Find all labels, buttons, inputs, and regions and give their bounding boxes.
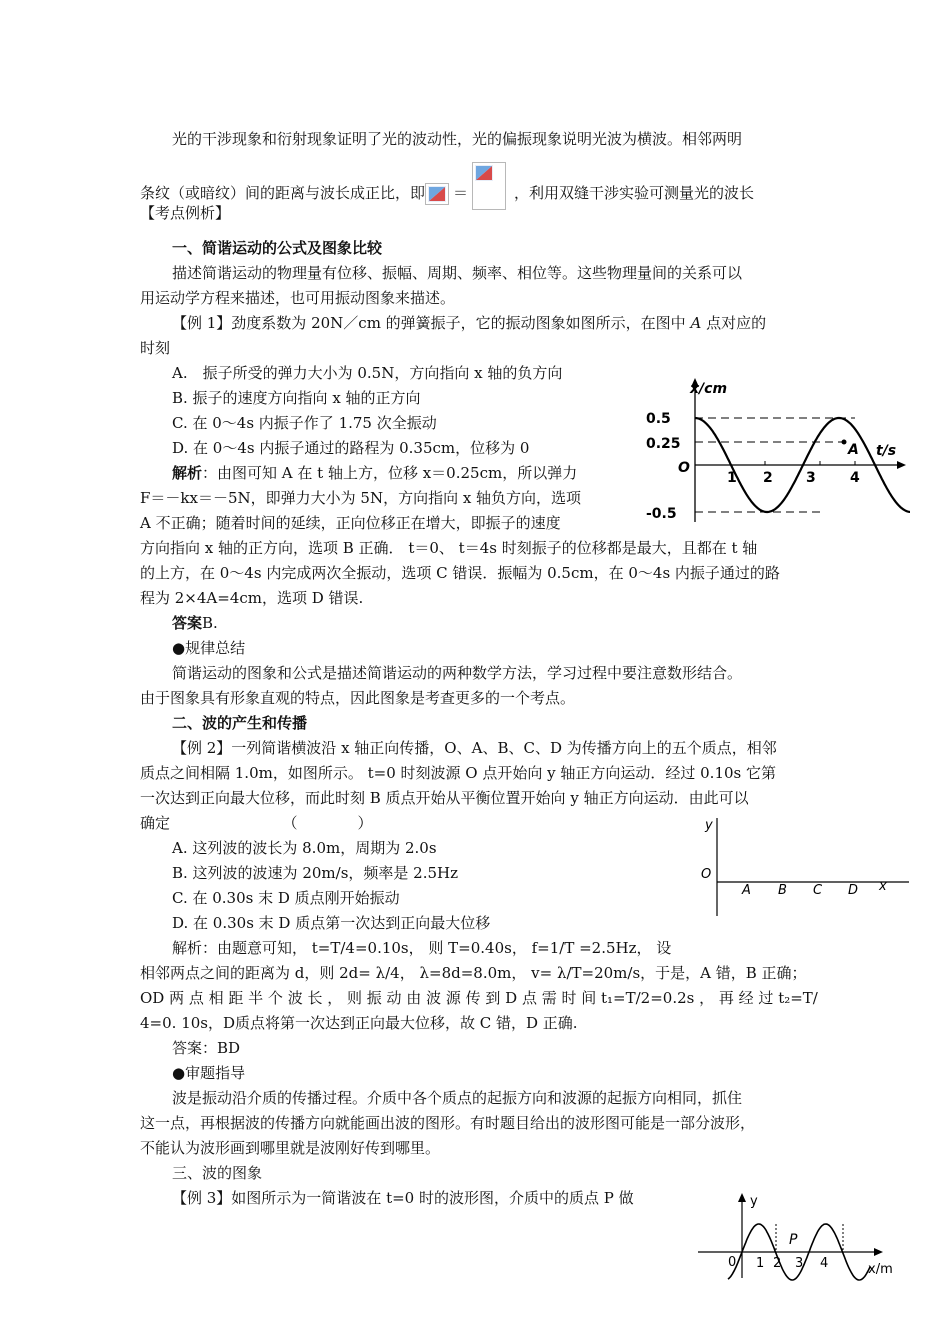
rule-summary-line-1: 简谐运动的图象和公式是描述简谐运动的两种数学方法，学习过程中要注意数形结合。 — [172, 664, 743, 682]
example2-line-1: 【例 2】一列简谐横波沿 x 轴正向传播，O、A、B、C、D 为传播方向上的五个质点，相邻 — [172, 739, 777, 757]
formula-image-icon — [472, 162, 506, 210]
example1-question-cont: 时刻 — [140, 339, 171, 357]
y-axis-label: y — [705, 818, 713, 833]
rule-summary-title: ●规律总结 — [172, 639, 246, 657]
y-axis-label: y — [750, 1194, 758, 1209]
example2-solution-2: 相邻两点之间的距离为 d，则 2d= λ/4， λ=8d=8.0m， v= λ/T=20m/s，于是，A 错，B 正确； — [140, 964, 807, 982]
x-tick-label: 3 — [795, 1256, 804, 1271]
intro-line-2-end: ，利用双缝干涉实验可测量光的波长 — [514, 184, 755, 202]
point-a-marker — [842, 440, 847, 445]
example1-answer: 答案B. — [172, 614, 218, 632]
x-tick-label: 1 — [756, 1256, 765, 1271]
section-heading: 【考点例析】 — [140, 204, 231, 222]
x-axis-label: x/m — [868, 1262, 893, 1277]
example2-option-d: D. 在 0.30s 末 D 质点第一次达到正向最大位移 — [172, 914, 491, 932]
example1-solution-4: 方向指向 x 轴的正方向，选项 B 正确． t＝0、 t＝4s 时刻振子的位移都是最大，且都在 t 轴 — [140, 539, 758, 557]
origin-label: O — [701, 867, 712, 882]
vibration-graph — [640, 372, 910, 532]
x-tick-label: 1 — [727, 470, 737, 486]
y-tick-label: 0.5 — [646, 411, 671, 427]
example1-solution-2: F＝－kx＝－5N，即弹力大小为 5N，方向指向 x 轴负方向，选项 — [140, 489, 582, 507]
example2-option-c: C. 在 0.30s 末 D 质点刚开始振动 — [172, 889, 400, 907]
x-tick-label: 2 — [773, 1256, 782, 1271]
point-label: A — [742, 883, 751, 898]
example1-option-d: D. 在 0～4s 内振子通过的路程为 0.35cm，位移为 0 — [172, 439, 530, 457]
guide-line-1: 波是振动沿介质的传播过程。介质中各个质点的起振方向和波源的起振方向相同，抓住 — [172, 1089, 743, 1107]
example2-option-a: A. 这列波的波长为 8.0m，周期为 2.0s — [172, 839, 437, 857]
wave-graph — [698, 1190, 910, 1282]
x-tick-label: 4 — [820, 1256, 829, 1271]
example2-option-b: B. 这列波的波速为 20m/s，频率是 2.5Hz — [172, 864, 458, 882]
example1-option-b: B. 振子的速度方向指向 x 轴的正方向 — [172, 389, 421, 407]
point-label: D — [848, 883, 859, 898]
example2-line-4: 确定 （ ） — [140, 814, 373, 832]
example1-solution-3: A 不正确；随着时间的延续，正向位移正在增大，即振子的速度 — [140, 514, 561, 532]
origin-label: 0 — [728, 1255, 737, 1270]
example1-solution-6: 程为 2×4A=4cm，选项 D 错误. — [140, 589, 364, 607]
part1-title: 一、简谐运动的公式及图象比较 — [172, 239, 383, 257]
x-axis-arrow — [874, 1248, 883, 1256]
part3-title: 三、波的图象 — [172, 1164, 263, 1182]
intro-line-1: 光的干涉现象和衍射现象证明了光的波动性，光的偏振现象说明光波为横波。相邻两明 — [172, 130, 743, 148]
example2-answer: 答案：BD — [172, 1039, 241, 1057]
example1-solution-1: 解析：由图可知 A 在 t 轴上方，位移 x＝0.25cm，所以弹力 — [172, 464, 578, 482]
guide-line-3: 不能认为波形画到哪里就是波刚好传到哪里。 — [140, 1139, 441, 1157]
example2-solution-4: 4=0. 10s，D质点将第一次达到正向最大位移，故 C 错，D 正确. — [140, 1014, 578, 1032]
x-axis-label: t/s — [876, 443, 897, 459]
intro-line-2-text: 条纹（或暗纹）间的距离与波长成正比，即 — [140, 184, 426, 202]
example2-line-2: 质点之间相隔 1.0m，如图所示。 t=0 时刻波源 O 点开始向 y 轴正方向运动．经过 0.10s 它第 — [140, 764, 777, 782]
example1-solution-5: 的上方，在 0～4s 内完成两次全振动，选项 C 错误．振幅为 0.5cm，在 0～4s 内振子通过的路 — [140, 564, 780, 582]
point-label: B — [778, 883, 787, 898]
example1-option-a: A. 振子所受的弹力大小为 0.5N，方向指向 x 轴的负方向 — [172, 364, 563, 382]
example2-solution-1: 解析：由题意可知， t=T/4=0.10s， 则 T=0.40s， f=1/T =2.5Hz， 设 — [172, 939, 672, 957]
guide-title: ●审题指导 — [172, 1064, 246, 1082]
y-tick-label: -0.5 — [646, 506, 677, 522]
part1-paragraph-1: 描述简谐运动的物理量有位移、振幅、周期、频率、相位等。这些物理量间的关系可以 — [172, 264, 743, 282]
example2-solution-3: OD 两 点 相 距 半 个 波 长 ， 则 振 动 由 波 源 传 到 D 点 需 时 间 t₁=T/2=0.2s ， 再 经 过 t₂=T/ — [140, 989, 818, 1007]
y-axis-label: x/cm — [690, 381, 728, 397]
intro-equals: ＝ — [453, 184, 469, 202]
y-tick-label: 0.25 — [646, 436, 681, 452]
origin-label: O — [678, 460, 690, 476]
part2-title: 二、波的产生和传播 — [172, 714, 308, 732]
x-tick-label: 2 — [763, 470, 773, 486]
point-label: C — [813, 883, 823, 898]
example1-question: 【例 1】劲度系数为 20N／cm 的弹簧振子，它的振动图象如图所示，在图中 A 点对应的 — [172, 314, 767, 332]
formula-image-icon — [425, 183, 449, 205]
point-a-label: A — [848, 442, 859, 458]
wave-points-diagram — [695, 812, 915, 924]
example1-option-c: C. 在 0～4s 内振子作了 1.75 次全振动 — [172, 414, 437, 432]
part1-paragraph-2: 用运动学方程来描述，也可用振动图象来描述。 — [140, 289, 456, 307]
x-axis-arrow — [897, 461, 906, 469]
guide-line-2: 这一点，再根据波的传播方向就能画出波的图形。有时题目给出的波形图可能是一部分波形， — [140, 1114, 756, 1132]
intro-line-2 — [140, 162, 754, 210]
y-axis-arrow — [738, 1193, 746, 1202]
x-tick-label: 4 — [850, 470, 860, 486]
example3-line-1: 【例 3】如图所示为一简谐波在 t=0 时的波形图，介质中的质点 P 做 — [172, 1189, 634, 1207]
x-axis-label: x — [879, 879, 887, 894]
point-p-label: P — [789, 1232, 798, 1248]
example2-line-3: 一次达到正向最大位移，而此时刻 B 质点开始从平衡位置开始向 y 轴正方向运动．由此可以 — [140, 789, 749, 807]
rule-summary-line-2: 由于图象具有形象直观的特点，因此图象是考查更多的一个考点。 — [140, 689, 576, 707]
x-tick-label: 3 — [806, 470, 816, 486]
